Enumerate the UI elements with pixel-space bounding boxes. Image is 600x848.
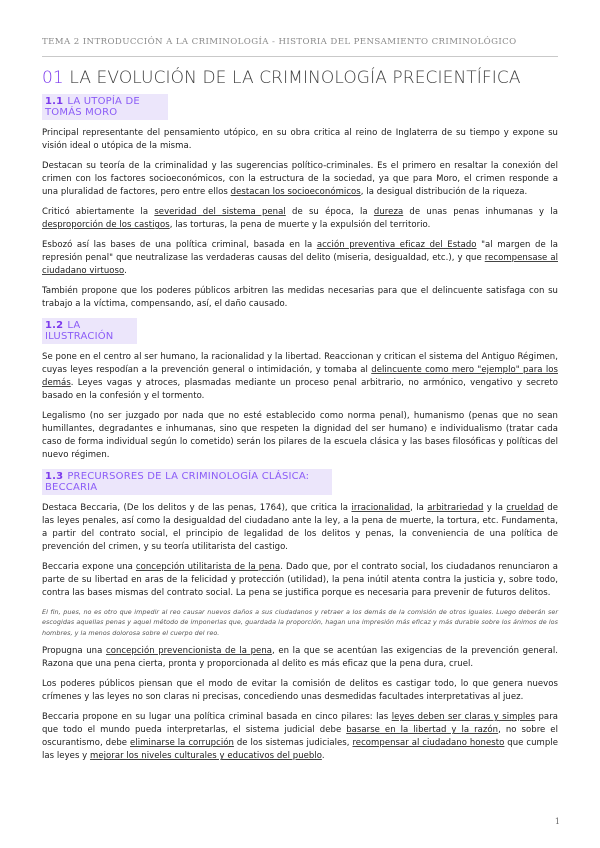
paragraph: Beccaria expone una concepción utilitarista de la pena. Dado que, por el contrato social, los ciudadanos renunciaron a parte de su libertad en aras de la felicidad y protección (utilidad), la pena inútil atenta contra la justicia y, sobre todo, contra las bases mismas del contrato social. La pena se justifica porque es necesaria para prevenir de futuros delitos. (42, 562, 558, 598)
paragraph: También propone que los poderes públicos arbitren las medidas necesarias para que el delincuente satisfaga con su trabajo a la víctima, compensando, así, el daño causado. (42, 286, 558, 309)
section-heading-beccaria: 1.3 PRECURSORES DE LA CRIMINOLOGÍA CLÁSICA: BECCARIA (42, 469, 332, 495)
page-number: 1 (554, 817, 560, 826)
paragraph: Destacan su teoría de la criminalidad y las sugerencias político-criminales. Es el primero en resaltar la conexión del crimen con los factores socioeconómicos, con la estructura de la sociedad, ya que para Moro, el crimen responde a una pluralidad de factores, pero entre ellos destacan los socioeconómicos, la desigual distribución de la riqueza. (42, 161, 558, 197)
page-title (42, 68, 521, 88)
beccaria-quote: El fin, pues, no es otro que impedir al reo causar nuevos daños a sus ciudadanos y retraer a los demás de la comisión de otros iguales. Luego deberán ser escogidas aquellas penas y aquel método de imponerlas que, guardada la proporción, hagan una impresión más eficaz y más durable sobre los ánimos de los hombres, y la menos dolorosa sobre el cuerpo del reo. (42, 608, 558, 637)
paragraph: Esbozó así las bases de una política criminal, basada en la acción preventiva eficaz del Estado "al margen de la represión penal" que neutralizase las verdaderas causas del delito (miseria, desigualdad, etc.), y que recompensase al ciudadano virtuoso. (42, 240, 558, 276)
header-divider (42, 56, 558, 57)
section-heading-utopia: 1.1 LA UTOPÍA DE TOMÁS MORO (42, 94, 168, 120)
paragraph: Destaca Beccaria, (De los delitos y de las penas, 1764), que critica la irracionalidad, la arbitrariedad y la crueldad de las leyes penales, así como la desigualdad del ciudadano ante la ley, a la pena de muerte, la tortura, etc. Fundamenta, a partir del contrato social, el principio de legalidad de los delitos y penas, la conveniencia de una política de prevención del crimen, y su teoría utilitarista del castigo. (42, 503, 558, 552)
title-text: LA EVOLUCIÓN DE LA CRIMINOLOGÍA PRECIENTÍFICA (69, 68, 521, 88)
paragraph: Beccaria propone en su lugar una política criminal basada en cinco pilares: las leyes deben ser claras y simples para que todo el mundo pueda interpretarlas, el sistema judicial debe basarse en la libertad y la razón, no sobre el oscurantismo, debe eliminarse la corrupción de los sistemas judiciales, recompensar al ciudadano honesto que cumple las leyes y mejorar los niveles culturales y educativos del pueblo. (42, 712, 558, 762)
paragraph: Se pone en el centro al ser humano, la racionalidad y la libertad. Reaccionan y critican el sistema del Antiguo Régimen, cuyas leyes respodían a la prevención general o intimidación, y tomaba al delincuente como mero "ejemplo" para los demás. Leyes vagas y atroces, plasmadas mediante un proceso penal arbitrario, no armónico, vengativo y secreto basado en la confesión y el tormento. (42, 352, 558, 401)
section-heading-ilustracion: 1.2 LA ILUSTRACIÓN (42, 318, 137, 344)
paragraph: Propugna una concepción prevencionista de la pena, en la que se acentúan las exigencias de la prevención general. Razona que una pena cierta, pronta y proporcionada al delito es más eficaz que la pena dura, cruel. (42, 646, 559, 670)
paragraph: Criticó abiertamente la severidad del sistema penal de su época, la dureza de unas penas inhumanas y la desproporción de los castigos, las torturas, la pena de muerte y la expulsión del territorio. (42, 207, 558, 230)
running-header: TEMA 2 INTRODUCCIÓN A LA CRIMINOLOGÍA - HISTORIA DEL PENSAMIENTO CRIMINOLÓGICO (42, 37, 517, 47)
content (42, 94, 558, 770)
paragraph: Los poderes públicos piensan que el modo de evitar la comisión de delitos es castigar todo, lo que genera nuevos crímenes y las leyes no son claras ni precisas, concediendo unas desmedidas facultades interpretativas al juez. (42, 679, 558, 703)
paragraph: Legalismo (no ser juzgado por nada que no esté establecido como norma penal), humanismo (penas que no sean humillantes, degradantes e inhumanas, sino que respeten la dignidad del ser humano) e individualismo (tratar cada caso de forma individual según lo cometido) serán los pilares de la escuela clásica y las bases filosóficas y políticas del nuevo régimen. (42, 411, 558, 460)
paragraph: Principal representante del pensamiento utópico, en su obra critica al reino de Inglaterra de su tiempo y expone su visión ideal o utópica de la misma. (42, 128, 558, 151)
title-number: 01 (42, 68, 64, 88)
